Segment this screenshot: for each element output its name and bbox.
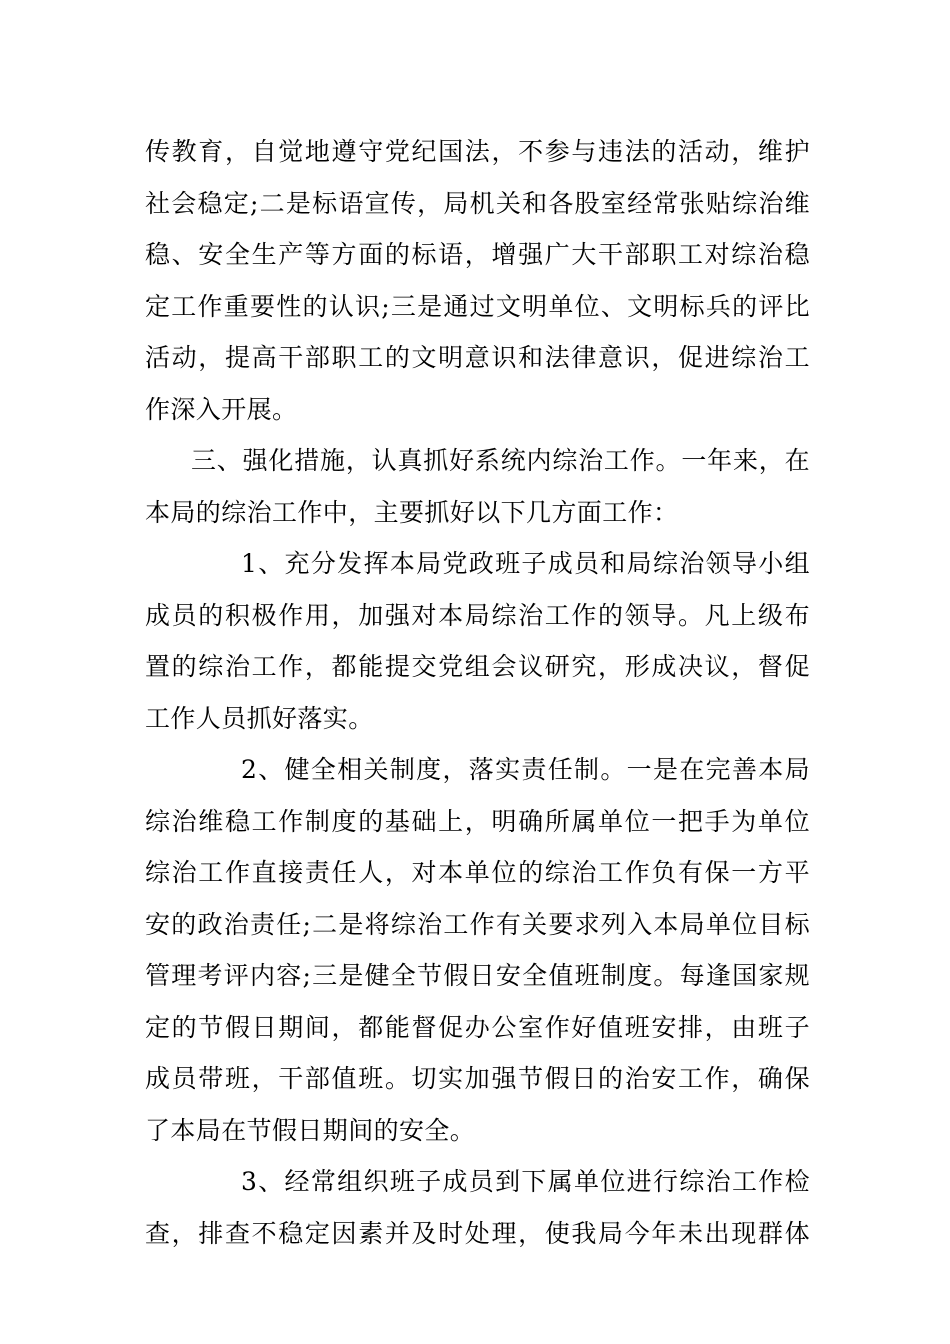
- list-item-1-line: 1、充分发挥本局党政班子成员和局综治领导小组: [241, 549, 810, 578]
- text-line: 定的节假日期间，都能督促办公室作好值班安排，由班子: [145, 1012, 810, 1042]
- text-line: 作深入开展。: [145, 394, 298, 424]
- text-line: 定工作重要性的认识;三是通过文明单位、文明标兵的评比: [145, 291, 810, 321]
- text-line: 社会稳定;二是标语宣传，局机关和各股室经常张贴综治维: [145, 188, 810, 218]
- document-body: [145, 126, 810, 1259]
- text-line: 工作人员抓好落实。: [145, 703, 374, 733]
- text-line: 查，排查不稳定因素并及时处理，使我局今年未出现群体: [145, 1218, 810, 1248]
- text-line: 活动，提高干部职工的文明意识和法律意识，促进综治工: [145, 343, 810, 372]
- text-line: 置的综治工作，都能提交党组会议研究，形成决议，督促: [145, 652, 810, 681]
- text-line: 安的政治责任;二是将综治工作有关要求列入本局单位目标: [145, 909, 810, 939]
- text-line: 综治工作直接责任人，对本单位的综治工作负有保一方平: [145, 858, 810, 887]
- text-line: 成员的积极作用，加强对本局综治工作的领导。凡上级布: [145, 600, 810, 630]
- text-line: 成员带班，干部值班。切实加强节假日的治安工作，确保: [145, 1064, 810, 1093]
- text-line: 了本局在节假日期间的安全。: [145, 1115, 476, 1145]
- text-line: 管理考评内容;三是健全节假日安全值班制度。每逢国家规: [145, 961, 810, 990]
- text-line: 稳、安全生产等方面的标语，增强广大干部职工对综治稳: [145, 240, 810, 269]
- text-line: 本局的综治工作中，主要抓好以下几方面工作：: [145, 497, 679, 527]
- list-item-2-line: 2、健全相关制度，落实责任制。一是在完善本局: [241, 755, 810, 784]
- section-heading-line: 三、强化措施，认真抓好系统内综治工作。一年来，在: [191, 446, 810, 475]
- list-item-3-line: 3、经常组织班子成员到下属单位进行综治工作检: [241, 1167, 810, 1196]
- text-line: 传教育，自觉地遵守党纪国法，不参与违法的活动，维护: [145, 137, 810, 166]
- text-line: 综治维稳工作制度的基础上，明确所属单位一把手为单位: [145, 806, 810, 836]
